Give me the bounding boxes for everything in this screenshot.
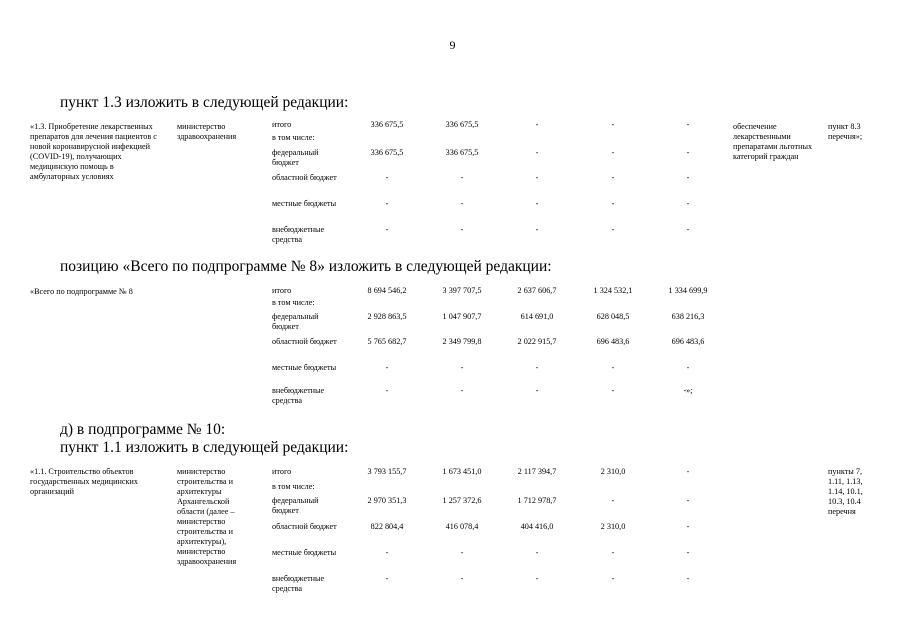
row-value-year-1: 8 694 546,2	[367, 286, 407, 295]
row-value-year-4: -	[611, 386, 615, 395]
row-label: местные бюджеты	[272, 363, 337, 372]
row-value-year-5: -	[686, 548, 690, 557]
row-value-year-2: -	[460, 363, 464, 372]
block3-name: «1.1. Строительство объектов государственных медицинских организаций	[30, 467, 139, 496]
row-value-year-3: -	[535, 386, 539, 395]
row-value-year-1: -	[385, 225, 389, 234]
row-value-year-4: -	[611, 199, 615, 208]
row-value-year-3: 1 712 978,7	[517, 496, 557, 505]
row-value-year-2: -	[460, 386, 464, 395]
row-value-year-1: -	[385, 574, 389, 583]
row-label: в том числе:	[272, 482, 315, 491]
row-value-year-2: 1 257 372,6	[442, 496, 482, 505]
row-label: итого	[272, 120, 292, 129]
heading-total-subprogram-8: позицию «Всего по подпрограмме № 8» изложить в следующей редакции:	[60, 258, 552, 275]
row-label: в том числе:	[272, 298, 315, 307]
row-label: местные бюджеты	[272, 548, 337, 557]
row-value-year-1: 336 675,5	[370, 120, 404, 129]
row-label: местные бюджеты	[272, 199, 337, 208]
row-value-year-1: 2 928 863,5	[367, 312, 407, 321]
row-label: областной бюджет	[272, 173, 337, 182]
row-value-year-2: -	[460, 199, 464, 208]
row-value-year-3: 2 637 606,7	[517, 286, 557, 295]
row-value-year-5: -»;	[683, 386, 693, 395]
row-value-year-5: -	[686, 363, 690, 372]
row-value-year-5: -	[686, 496, 690, 505]
row-value-year-3: -	[535, 574, 539, 583]
row-label: итого	[272, 286, 292, 295]
row-value-year-5: -	[686, 199, 690, 208]
row-value-year-3: 2 117 394,7	[517, 467, 557, 476]
row-value-year-5: -	[686, 467, 690, 476]
row-label: внебюджетные средства	[272, 386, 325, 405]
row-label: федеральный бюджет	[272, 312, 319, 331]
row-value-year-4: 1 324 532,1	[593, 286, 633, 295]
row-value-year-4: 628 048,5	[596, 312, 630, 321]
row-value-year-2: 336 675,5	[445, 148, 479, 157]
block1-result: обеспечение лекарственными препаратами льготных категорий граждан	[733, 122, 813, 161]
row-value-year-3: -	[535, 225, 539, 234]
row-label: областной бюджет	[272, 522, 337, 531]
row-value-year-4: -	[611, 574, 615, 583]
block3-reference: пункты 7, 1.11, 1.13, 1.14, 10.1, 10.3, 10.4 перечня	[828, 467, 863, 516]
row-value-year-2: 2 349 799,8	[442, 337, 482, 346]
row-value-year-4: -	[611, 496, 615, 505]
row-label: федеральный бюджет	[272, 496, 319, 515]
heading-subprogram-10: д) в подпрограмме № 10:	[60, 421, 226, 438]
row-value-year-4: -	[611, 363, 615, 372]
row-value-year-3: 2 022 915,7	[517, 337, 557, 346]
row-value-year-5: -	[686, 173, 690, 182]
page-number: 9	[449, 38, 456, 52]
row-value-year-2: -	[460, 225, 464, 234]
row-value-year-3: -	[535, 148, 539, 157]
row-value-year-4: 696 483,6	[596, 337, 630, 346]
row-value-year-4: -	[611, 548, 615, 557]
row-label: итого	[272, 467, 292, 476]
row-value-year-3: -	[535, 173, 539, 182]
row-value-year-5: -	[686, 574, 690, 583]
row-value-year-2: 1 673 451,0	[442, 467, 482, 476]
row-value-year-1: 2 970 351,3	[367, 496, 407, 505]
row-value-year-3: 404 416,0	[520, 522, 554, 531]
row-value-year-1: 3 793 155,7	[367, 467, 407, 476]
row-value-year-4: -	[611, 120, 615, 129]
row-value-year-1: -	[385, 173, 389, 182]
row-value-year-1: 822 804,4	[370, 522, 404, 531]
heading-item-1-3: пункт 1.3 изложить в следующей редакции:	[60, 94, 349, 111]
row-value-year-2: 416 078,4	[445, 522, 479, 531]
row-value-year-1: -	[385, 199, 389, 208]
row-value-year-5: -	[686, 120, 690, 129]
row-value-year-4: -	[611, 148, 615, 157]
row-label: в том числе:	[272, 133, 315, 142]
block1-name: «1.3. Приобретение лекарственных препаратов для лечения пациентов с новой коронавирусной инфекцией (COVID-19), получающих медицинскую помощь в амбулаторных условиях	[30, 122, 157, 181]
block3-executor: министерство строительства и архитектуры Архангельской области (далее – министерство строительства и архитектуры), министерство здравоохранения	[177, 467, 237, 566]
row-value-year-5: 696 483,6	[671, 337, 705, 346]
heading-item-1-1: пункт 1.1 изложить в следующей редакции:	[60, 439, 349, 456]
row-value-year-5: -	[686, 522, 690, 531]
row-value-year-1: -	[385, 363, 389, 372]
row-value-year-1: -	[385, 548, 389, 557]
row-label: внебюджетные средства	[272, 574, 325, 593]
row-value-year-2: 3 397 707,5	[442, 286, 482, 295]
row-label: внебюджетные средства	[272, 225, 325, 244]
row-value-year-2: -	[460, 574, 464, 583]
row-value-year-1: 336 675,5	[370, 148, 404, 157]
row-value-year-3: -	[535, 548, 539, 557]
row-value-year-1: 5 765 682,7	[367, 337, 407, 346]
row-value-year-3: -	[535, 199, 539, 208]
row-value-year-5: 638 216,3	[671, 312, 705, 321]
row-value-year-3: -	[535, 363, 539, 372]
block1-executor: министерство здравоохранения	[177, 122, 237, 141]
row-label: областной бюджет	[272, 337, 337, 346]
row-value-year-2: 1 047 907,7	[442, 312, 482, 321]
row-value-year-4: -	[611, 225, 615, 234]
row-value-year-3: -	[535, 120, 539, 129]
row-value-year-3: 614 691,0	[520, 312, 554, 321]
row-label: федеральный бюджет	[272, 148, 319, 167]
block2-name: «Всего по подпрограмме № 8	[30, 287, 133, 296]
row-value-year-4: 2 310,0	[600, 522, 626, 531]
row-value-year-2: -	[460, 548, 464, 557]
row-value-year-2: 336 675,5	[445, 120, 479, 129]
row-value-year-4: 2 310,0	[600, 467, 626, 476]
row-value-year-1: -	[385, 386, 389, 395]
row-value-year-4: -	[611, 173, 615, 182]
row-value-year-5: 1 334 699,9	[668, 286, 708, 295]
row-value-year-5: -	[686, 148, 690, 157]
row-value-year-5: -	[686, 225, 690, 234]
row-value-year-2: -	[460, 173, 464, 182]
block1-reference: пункт 8.3 перечня»;	[828, 122, 863, 141]
